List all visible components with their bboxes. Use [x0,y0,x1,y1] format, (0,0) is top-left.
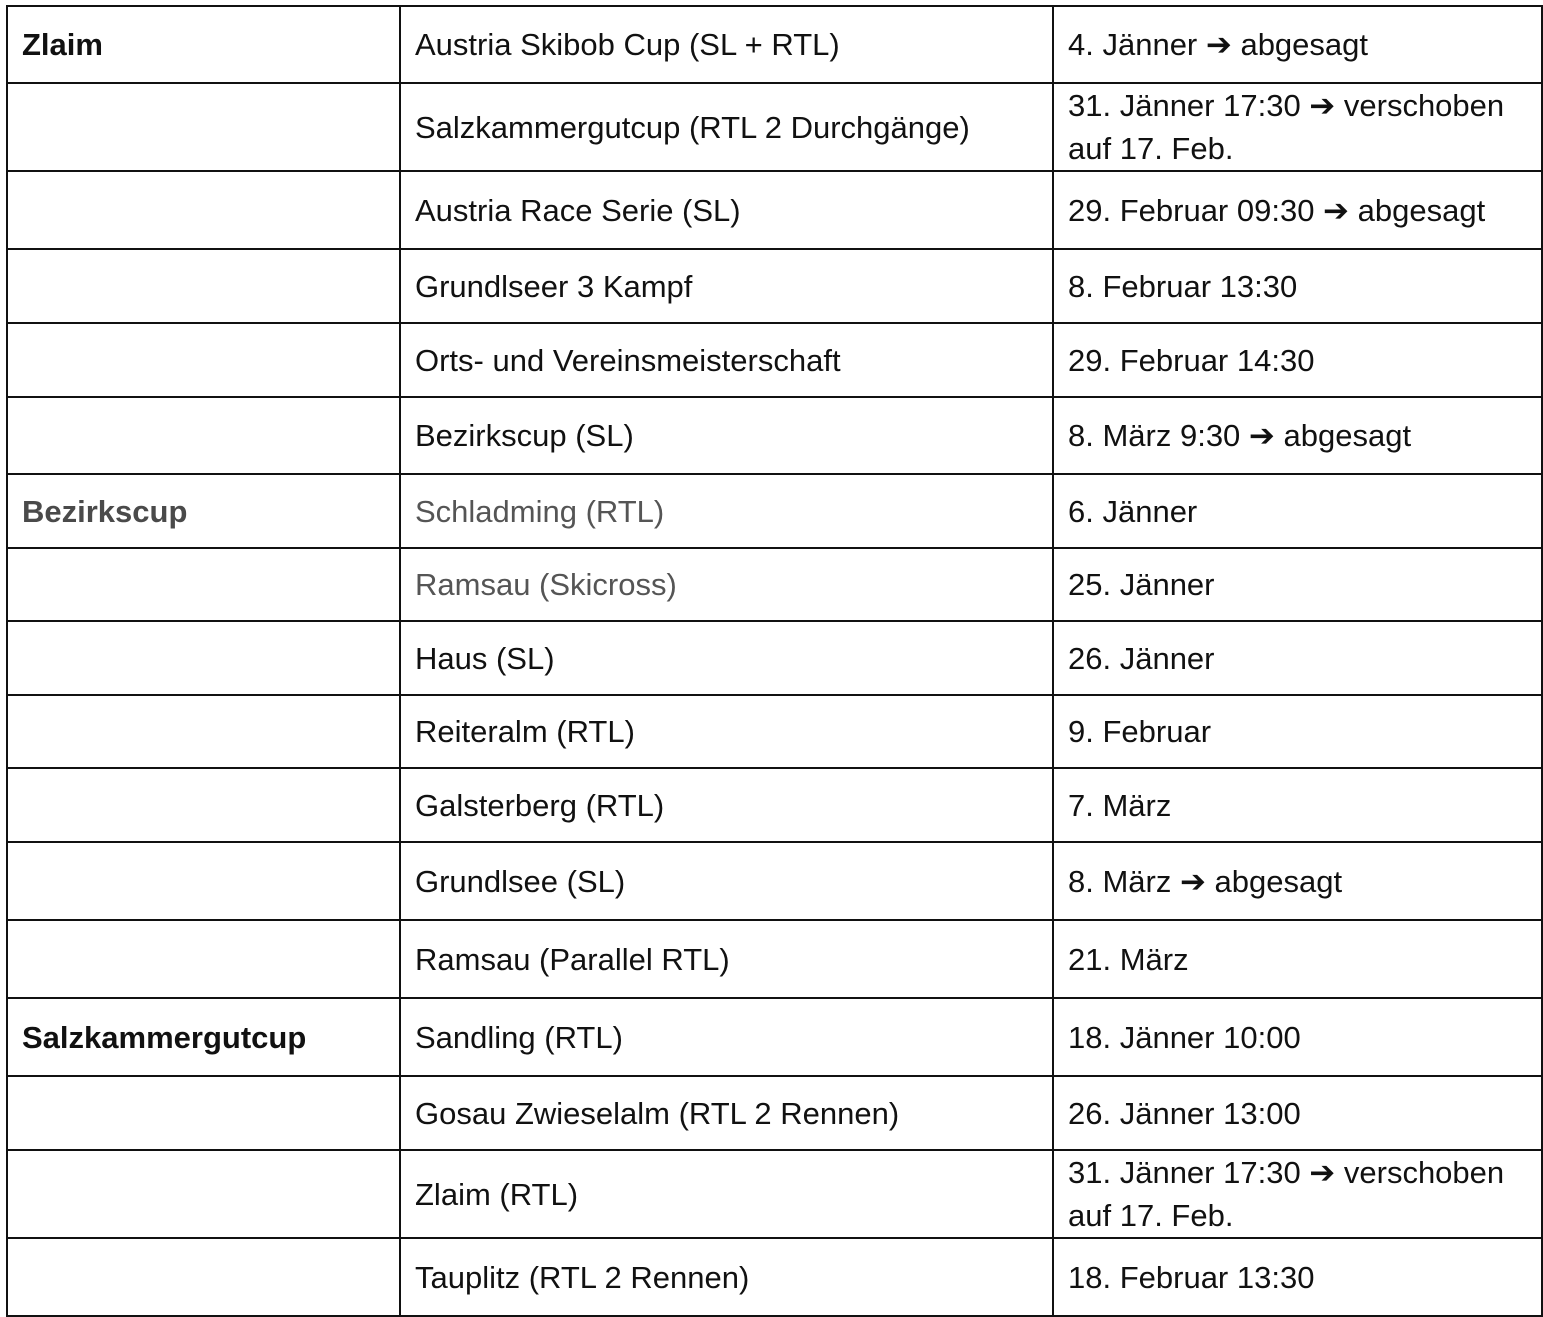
group-cell: Zlaim [7,6,400,83]
event-cell: Ramsau (Parallel RTL) [400,920,1053,998]
date-cell: 21. März [1053,920,1542,998]
table-row [7,920,1542,998]
event-cell: Tauplitz (RTL 2 Rennen) [400,1238,1053,1316]
event-cell: Bezirkscup (SL) [400,397,1053,474]
group-cell [7,249,400,323]
date-cell: 8. März ➔ abgesagt [1053,842,1542,920]
date-cell: 31. Jänner 17:30 ➔ verschoben auf 17. Feb. [1053,1150,1542,1238]
table-row [7,998,1542,1076]
table-row [7,474,1542,548]
group-cell: Salzkammergutcup [7,998,400,1076]
group-cell [7,1238,400,1316]
event-schedule-table [6,5,1543,1317]
group-cell [7,695,400,768]
event-cell: Austria Skibob Cup (SL + RTL) [400,6,1053,83]
table-row [7,6,1542,83]
table-row [7,1076,1542,1150]
date-cell: 18. Februar 13:30 [1053,1238,1542,1316]
group-cell [7,621,400,695]
date-cell: 8. März 9:30 ➔ abgesagt [1053,397,1542,474]
event-cell: Haus (SL) [400,621,1053,695]
group-cell [7,171,400,249]
event-cell: Salzkammergutcup (RTL 2 Durchgänge) [400,83,1053,171]
date-cell: 25. Jänner [1053,548,1542,621]
date-cell: 26. Jänner 13:00 [1053,1076,1542,1150]
date-cell: 6. Jänner [1053,474,1542,548]
event-cell: Zlaim (RTL) [400,1150,1053,1238]
event-cell: Grundlseer 3 Kampf [400,249,1053,323]
event-cell: Galsterberg (RTL) [400,768,1053,842]
date-cell: 4. Jänner ➔ abgesagt [1053,6,1542,83]
event-cell: Gosau Zwieselalm (RTL 2 Rennen) [400,1076,1053,1150]
group-cell [7,920,400,998]
group-cell [7,83,400,171]
table-row [7,621,1542,695]
date-cell: 29. Februar 14:30 [1053,323,1542,397]
event-cell: Austria Race Serie (SL) [400,171,1053,249]
event-cell: Sandling (RTL) [400,998,1053,1076]
group-cell [7,1076,400,1150]
date-cell: 26. Jänner [1053,621,1542,695]
date-cell: 9. Februar [1053,695,1542,768]
group-cell [7,768,400,842]
event-cell: Orts- und Vereinsmeisterschaft [400,323,1053,397]
table-row [7,397,1542,474]
group-cell [7,842,400,920]
group-cell [7,397,400,474]
date-cell: 7. März [1053,768,1542,842]
table-row [7,249,1542,323]
table-row [7,171,1542,249]
event-cell: Ramsau (Skicross) [400,548,1053,621]
date-cell: 31. Jänner 17:30 ➔ verschoben auf 17. Feb. [1053,83,1542,171]
event-cell: Grundlsee (SL) [400,842,1053,920]
event-cell: Reiteralm (RTL) [400,695,1053,768]
group-cell: Bezirkscup [7,474,400,548]
date-cell: 29. Februar 09:30 ➔ abgesagt [1053,171,1542,249]
table-row [7,768,1542,842]
group-cell [7,1150,400,1238]
table-row [7,323,1542,397]
table-row [7,842,1542,920]
date-cell: 8. Februar 13:30 [1053,249,1542,323]
table-row [7,1150,1542,1238]
table-row [7,548,1542,621]
group-cell [7,548,400,621]
date-cell: 18. Jänner 10:00 [1053,998,1542,1076]
table-row [7,83,1542,171]
table-row [7,1238,1542,1316]
group-cell [7,323,400,397]
table-row [7,695,1542,768]
event-cell: Schladming (RTL) [400,474,1053,548]
